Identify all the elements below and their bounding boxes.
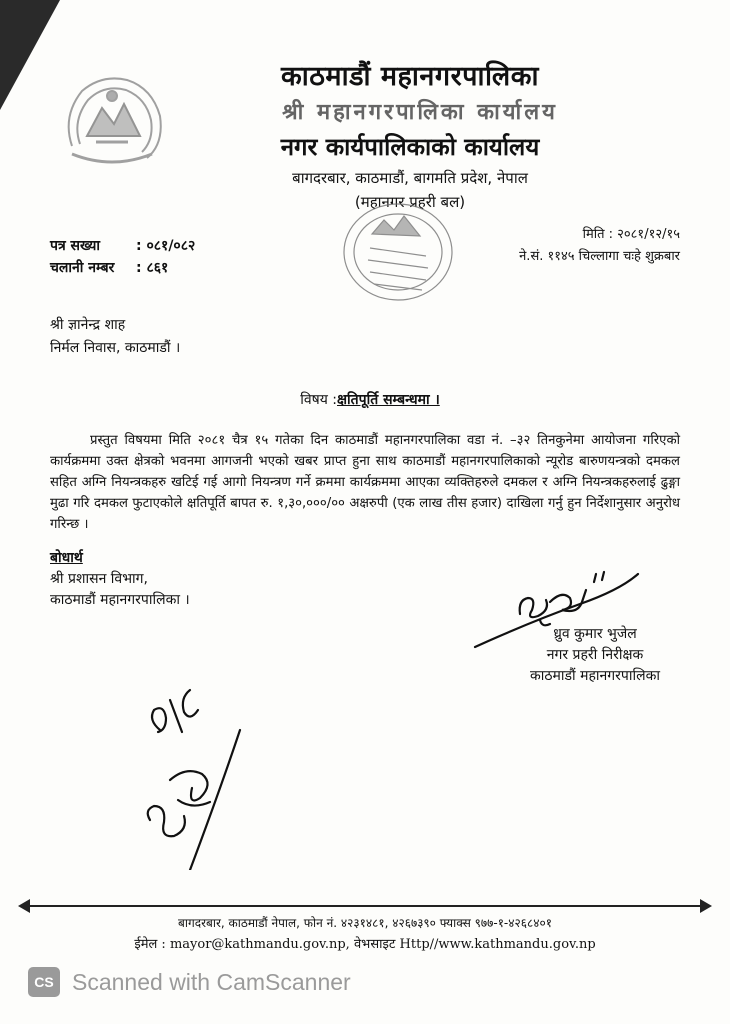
footer-arrow-right-icon	[700, 899, 712, 913]
header-line-3: नगर कार्यपालिकाको कार्यालय	[280, 133, 540, 161]
date-line-2: ने.सं. ११४५ चिल्लागा चःहे शुक्रबार	[519, 249, 680, 264]
header-department: (महानगर प्रहरी बल)	[354, 193, 466, 211]
addressee-name: श्री ज्ञानेन्द्र शाह	[50, 317, 126, 333]
footer-email-web: ईमेल : mayor@kathmandu.gov.np, वेभसाइट Http//www.kathmandu.gov.np	[134, 937, 596, 952]
signer-block	[510, 624, 680, 687]
reference-block	[50, 235, 195, 279]
signer-title: नगर प्रहरी निरीक्षक	[546, 647, 644, 663]
patra-value: : ०८१/०८२	[136, 238, 196, 254]
scan-corner-shadow	[0, 0, 60, 110]
date-block	[470, 224, 680, 268]
signer-name: ध्रुव कुमार भुजेल	[553, 626, 637, 642]
camscanner-logo-icon: CS	[28, 967, 60, 997]
chalani-value: : ८६१	[136, 260, 169, 276]
footer-contact: बागदरबार, काठमाडौं नेपाल, फोन नं. ४२३१४८१, ४२६७३९० फ्याक्स ९७७-१-४२६८४०१	[178, 916, 552, 930]
patra-label: पत्र सख्या	[50, 238, 100, 254]
chalani-label: चलानी नम्बर	[50, 260, 115, 276]
office-stamp-icon	[340, 200, 460, 305]
subject-line	[150, 390, 590, 409]
info-line-1: श्री प्रशासन विभाग,	[50, 571, 148, 587]
info-block	[50, 548, 190, 611]
handwritten-note-icon	[130, 670, 270, 870]
header-line-1: काठमाडौं महानगरपालिका	[281, 61, 539, 92]
camscanner-watermark	[28, 966, 351, 998]
addressee-address: निर्मल निवास, काठमाडौं ।	[50, 340, 181, 356]
nepal-emblem-icon	[52, 66, 172, 176]
signer-org: काठमाडौं महानगरपालिका	[530, 668, 660, 684]
letter-body: प्रस्तुत विषयमा मिति २०८१ चैत्र १५ गतेका दिन काठमाडौं महानगरपालिका वडा नं. –३२ तिनकुनेमा आयोजना गरिएको कार्यक्रममा उक्त क्षेत्रको भवनमा आगजनी भएको खबर प्राप्त हुना साथ काठमाडौं महानगरपालिकाको न्यूरोड बारुणयन्त्रको दमकल सहित अग्नि नियन्त्रकहरु खटिई गई आगो नियन्त्रण गर्ने क्रममा कार्यक्रममा आएका व्यक्तिहरुले दमकल र अग्नि नियन्त्रकहरुलाई ढुङ्गा मुढा गरि दमकल फुटाएकोले क्षतिपूर्ति बापत रु. १,३०,०००/०० अक्षरुपी (एक लाख तीस हजार) दाखिला गर्नु हुन निर्देशानुसार अनुरोध गरिन्छ ।	[50, 433, 680, 532]
header-address: बागदरबार, काठमाडौं, बागमति प्रदेश, नेपाल	[292, 169, 528, 187]
footer-divider	[22, 905, 708, 907]
info-line-2: काठमाडौं महानगरपालिका ।	[50, 592, 190, 608]
subject-text: क्षतिपूर्ति सम्बन्धमा ।	[337, 392, 440, 408]
subject-label: विषय :	[300, 392, 338, 408]
info-title: बोधार्थ	[50, 550, 83, 566]
camscanner-text: Scanned with CamScanner	[72, 968, 351, 995]
date-line-1: मिति : २०८१/१२/१५	[582, 227, 680, 242]
addressee-block	[50, 314, 180, 360]
header-line-2: श्री महानगरपालिका कार्यालय	[282, 100, 558, 125]
